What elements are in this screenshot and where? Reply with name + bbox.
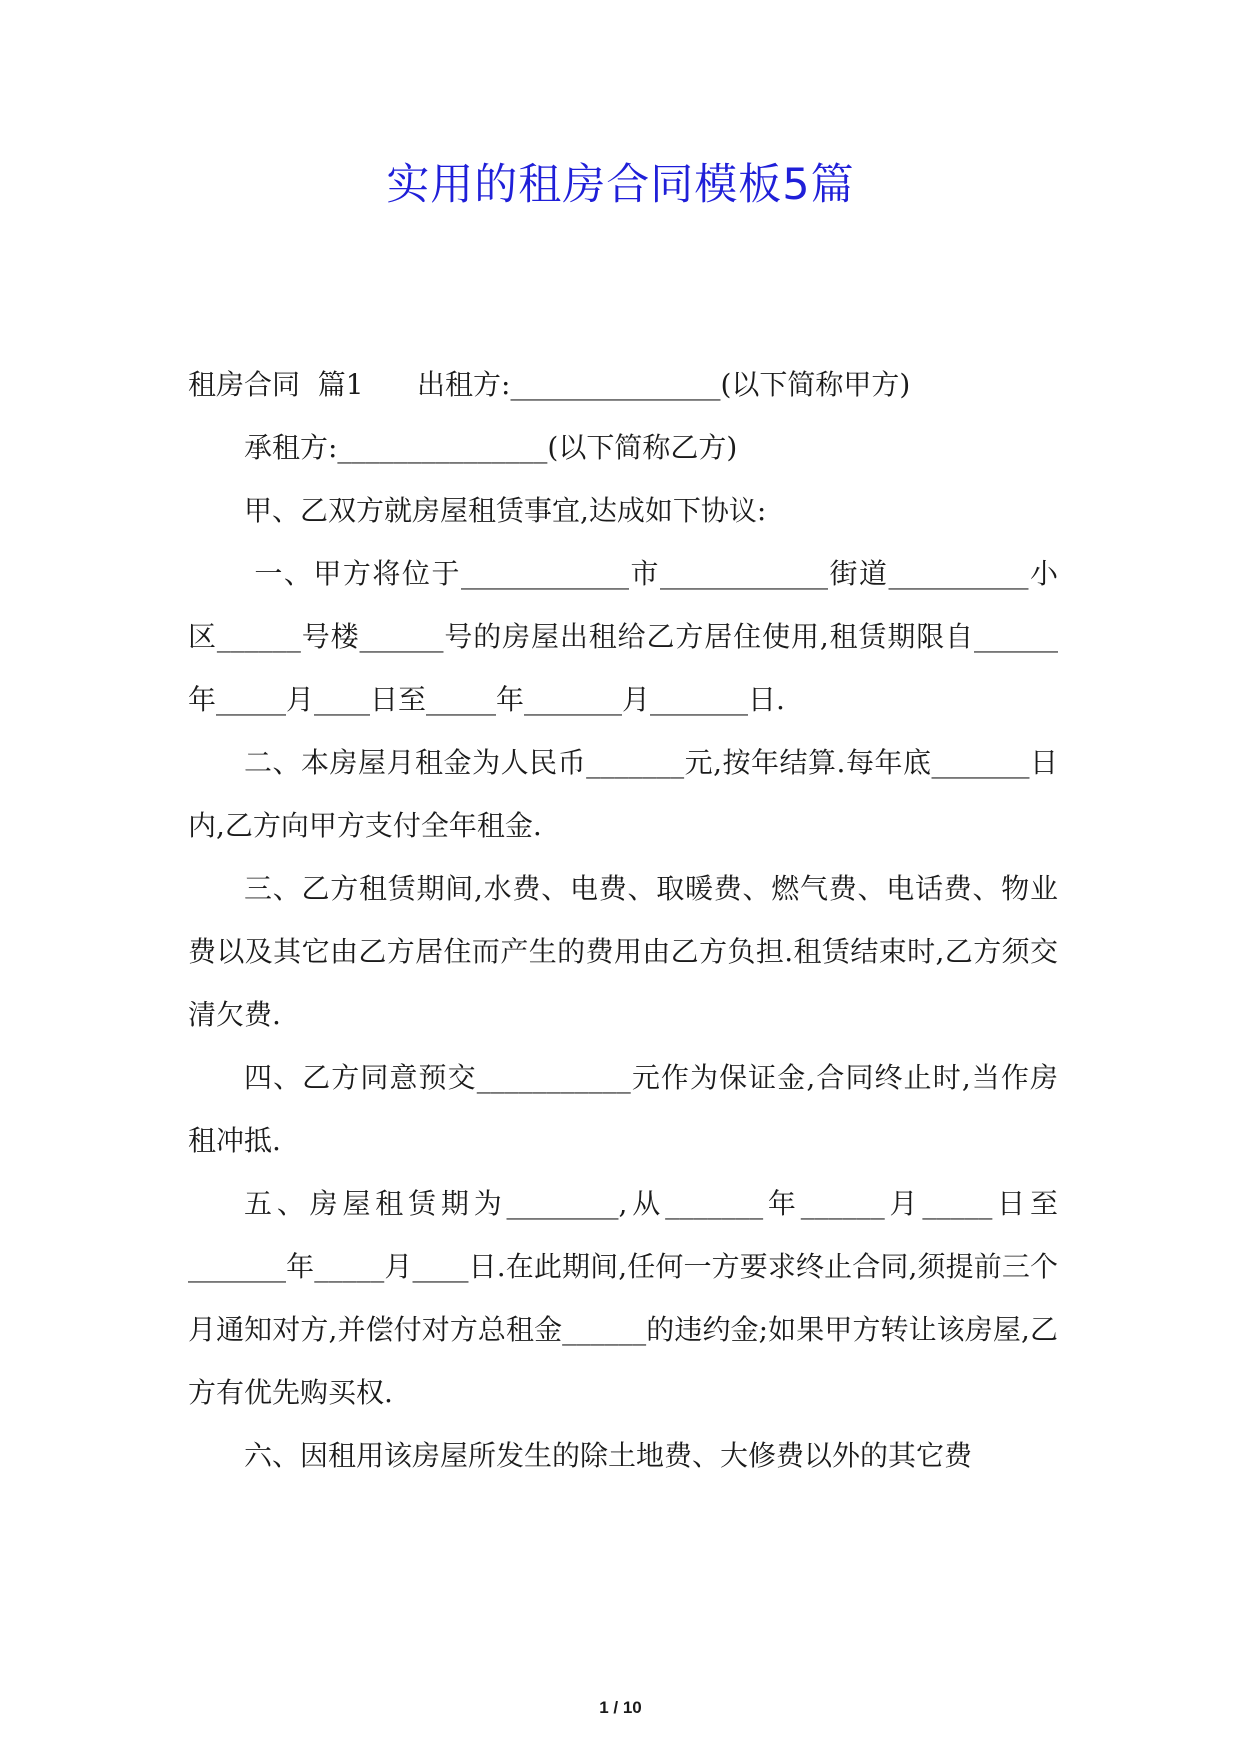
clause-5: 五、房屋租赁期为________,从_______年______月_____日至_______年_____月____日.在此期间,任何一方要求终止合同,须提前三个月通知对方,并偿付对方总租金______的违约金;如果甲方转让该房屋,乙方有优先购买权. — [188, 1187, 1058, 1409]
clause-4: 四、乙方同意预交___________元作为保证金,合同终止时,当作房租冲抵. — [188, 1061, 1058, 1157]
clause-2: 二、本房屋月租金为人民币_______元,按年结算.每年底_______日内,乙方向甲方支付全年租金. — [188, 746, 1058, 842]
agreement-intro: 甲、乙双方就房屋租赁事宜,达成如下协议: — [244, 494, 767, 527]
document-title: 实用的租房合同模板5篇 — [386, 160, 855, 210]
clause-1: 一、甲方将位于____________市____________街道__________小区______号楼______号的房屋出租给乙方居住使用,租赁期限自______年_____月____日至_____年_______月_______日. — [188, 557, 1058, 716]
contract-header-line: 租房合同 篇1 出租方:_______________(以下简称甲方) — [188, 368, 911, 401]
lessee-line: 承租方:_______________(以下简称乙方) — [244, 431, 738, 464]
clause-6: 六、因租用该房屋所发生的除土地费、大修费以外的其它费 — [244, 1439, 973, 1472]
document-body — [188, 353, 1058, 1487]
page-number: 1 / 10 — [599, 1698, 642, 1717]
clause-3: 三、乙方租赁期间,水费、电费、取暖费、燃气费、电话费、物业费以及其它由乙方居住而产生的费用由乙方负担.租赁结束时,乙方须交清欠费. — [188, 872, 1058, 1031]
